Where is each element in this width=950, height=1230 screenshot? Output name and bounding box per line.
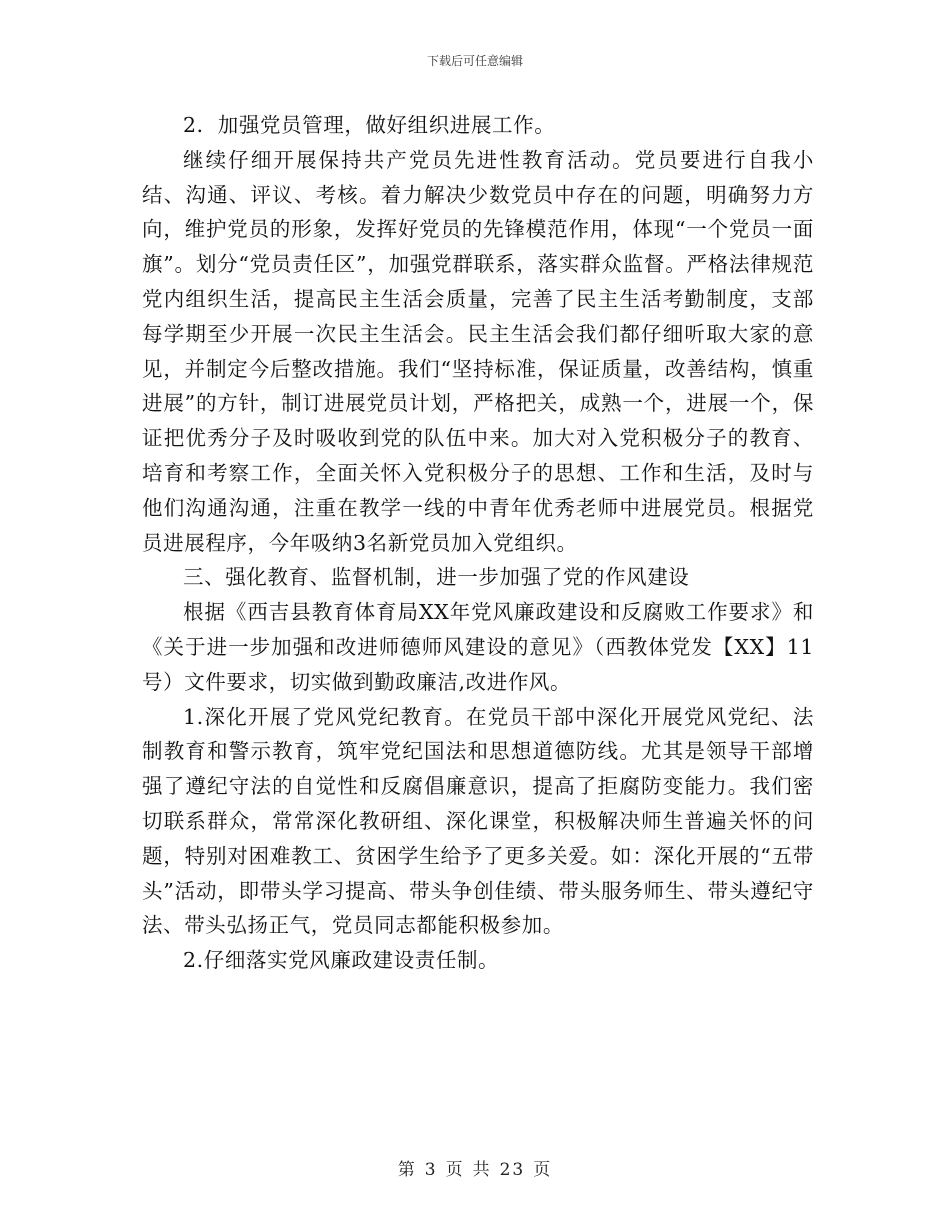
paragraph-party-member-management-heading: 2．加强党员管理，做好组织进展工作。 [183, 113, 556, 137]
footer-gong: 共 [472, 1160, 492, 1180]
footer-di: 第 [397, 1160, 417, 1180]
paragraph-discipline-education: 1.深化开展了党风党纪教育。在党员干部中深化开展党风党纪、法制教育和警示教育，筑牢党纪国法和思想道德防线。尤其是领导干部增强了遵纪守法的自觉性和反腐倡廉意识，提高了拒腐防变能力。我们密切联系群众，常常深化教研组、深化课堂，积极解决师生普遍关怀的问题，特别对困难教工、贫困学生给予了更多关爱。如：深化开展的“五带头”活动，即带头学习提高、带头争创佳绩、带头服务师生、带头遵纪守法、带头弘扬正气，党员同志都能积极参加。 [142, 704, 814, 938]
section-heading-three: 三、强化教育、监督机制，进一步加强了党的作风建设 [183, 565, 690, 590]
footer-total-pages: 23 [499, 1160, 526, 1180]
document-body [142, 108, 814, 978]
page-header-note: 下载后可任意编辑 [426, 54, 523, 68]
paragraph-responsibility-system-heading: 2.仔细落实党风廉政建设责任制。 [183, 948, 500, 973]
paragraph-policy-reference: 根据《西吉县教育体育局XX年党风廉政建设和反腐败工作要求》和《关于进一步加强和改进师德师风建设的意见》（西教体党发【XX】11号）文件要求，切实做到勤政廉洁,改进作风。 [142, 600, 814, 694]
footer-ye-end: 页 [533, 1160, 553, 1180]
footer-ye: 页 [445, 1160, 465, 1180]
footer-page-number: 3 [424, 1160, 438, 1180]
paragraph-party-member-education: 继续仔细开展保持共产党员先进性教育活动。党员要进行自我小结、沟通、评议、考核。着力解决少数党员中存在的问题，明确努力方向，维护党员的形象，发挥好党员的先锋模范作用，体现“一个党员一面旗”。划分“党员责任区”，加强党群联系，落实群众监督。严格法律规范党内组织生活，提高民主生活会质量，完善了民主生活考勤制度，支部每学期至少开展一次民主生活会。民主生活会我们都仔细听取大家的意见，并制定今后整改措施。我们“坚持标准，保证质量，改善结构，慎重进展”的方针，制订进展党员计划，严格把关，成熟一个，进展一个，保证把优秀分子及时吸收到党的队伍中来。加大对入党积极分子的教育、培育和考察工作，全面关怀入党积极分子的思想、工作和生活，及时与他们沟通沟通，注重在教学一线的中青年优秀老师中进展党员。根据党员进展程序，今年吸纳3名新党员加入党组织。 [142, 147, 814, 555]
page-footer [0, 1155, 950, 1180]
